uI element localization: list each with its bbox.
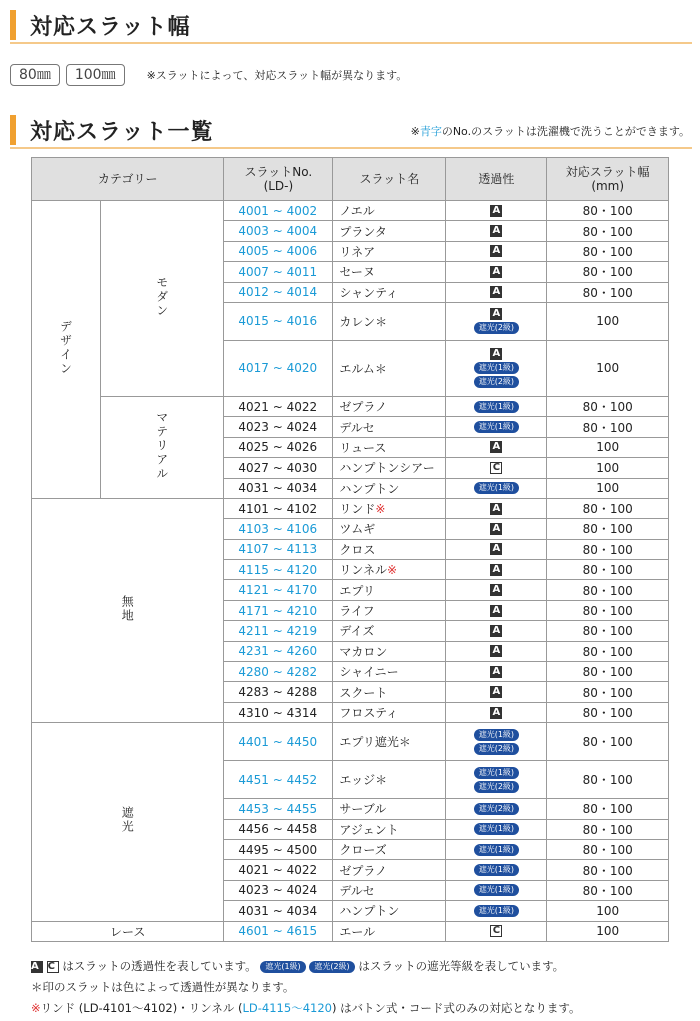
width-value: 80・100 [547, 662, 669, 682]
slat-no: 4007 ~ 4011 [224, 262, 333, 282]
slat-name-cell [333, 682, 446, 702]
header-slat-name: スラット名 [333, 158, 446, 201]
transparency-cell [446, 702, 547, 722]
transparency-cell [446, 519, 547, 539]
slat-name: クロス [339, 542, 376, 557]
slat-name: リネア [339, 244, 376, 259]
width-value: 80・100 [547, 799, 669, 819]
slat-name-cell [333, 621, 446, 641]
section-header-slat-list [10, 113, 214, 147]
blackout-2-badge: 遮光(2級) [474, 376, 519, 388]
slat-no: 4601 ~ 4615 [224, 921, 333, 941]
slat-no: 4211 ~ 4219 [224, 621, 333, 641]
footnote-3 [31, 1000, 580, 1016]
slat-no: 4031 ~ 4034 [224, 478, 333, 498]
transparency-cell [446, 478, 547, 498]
width-value: 80・100 [547, 396, 669, 416]
transparency-cell [446, 682, 547, 702]
width-value: 80・100 [547, 761, 669, 799]
blackout-2-badge: 遮光(2級) [474, 743, 519, 755]
transparency-cell [446, 262, 547, 282]
badge-a-icon: A [490, 605, 502, 617]
transparency-cell [446, 498, 547, 518]
footnote-1-suffix: はスラットの遮光等級を表しています。 [358, 959, 565, 973]
slat-no: 4101 ~ 4102 [224, 498, 333, 518]
blackout-1-badge: 遮光(1級) [474, 729, 519, 741]
badge-a-icon: A [490, 441, 502, 453]
category-cell [32, 723, 224, 921]
transparency-cell [446, 723, 547, 761]
slat-name-cell [333, 921, 446, 941]
slat-name-cell [333, 478, 446, 498]
slat-name-cell [333, 860, 446, 880]
slat-name-cell [333, 458, 446, 478]
blackout-1-badge: 遮光(1級) [474, 482, 519, 494]
category-cell [32, 921, 224, 941]
width-value: 100 [547, 478, 669, 498]
slat-name-cell [333, 799, 446, 819]
slat-name: ゼプラノ [339, 863, 388, 878]
slat-width-note: ※スラットによって、対応スラット幅が異なります。 [146, 69, 408, 82]
transparency-cell [446, 437, 547, 457]
slat-name-mark: ※ [387, 563, 398, 578]
slat-width-80: 80㎜ [10, 64, 60, 86]
blackout-1-badge: 遮光(1級) [474, 421, 519, 433]
transparency-cell [446, 302, 547, 340]
slat-name: スクート [339, 685, 388, 700]
subcategory-cell [101, 201, 224, 397]
divider [10, 42, 692, 44]
transparency-cell [446, 539, 547, 559]
slat-no: 4021 ~ 4022 [224, 396, 333, 416]
transparency-cell [446, 662, 547, 682]
blackout-1-badge: 遮光(1級) [474, 844, 519, 856]
slat-no: 4107 ~ 4113 [224, 539, 333, 559]
badge-a-icon: A [490, 348, 502, 360]
width-value: 80・100 [547, 560, 669, 580]
wash-note-prefix: ※ [410, 125, 420, 138]
slat-no: 4283 ~ 4288 [224, 682, 333, 702]
slat-no: 4103 ~ 4106 [224, 519, 333, 539]
subcategory-material: マテリアル [154, 410, 169, 481]
slat-no: 4012 ~ 4014 [224, 282, 333, 302]
category-cell [32, 201, 101, 499]
slat-name-cell [333, 839, 446, 859]
width-value: 80・100 [547, 839, 669, 859]
slat-name-cell [333, 221, 446, 241]
slat-name-cell [333, 662, 446, 682]
width-value: 80・100 [547, 641, 669, 661]
slat-name: デイズ [339, 624, 375, 639]
width-value: 80・100 [547, 262, 669, 282]
slat-name: リンド [339, 502, 376, 517]
section-title: 対応スラット一覧 [30, 119, 214, 145]
transparency-cell [446, 201, 547, 221]
slat-name: クローズ [339, 843, 387, 858]
width-value: 80・100 [547, 498, 669, 518]
blackout-1-badge: 遮光(1級) [474, 823, 519, 835]
category-lace: レース [109, 924, 146, 939]
slat-name: プランタ [339, 224, 387, 239]
slat-name-cell [333, 539, 446, 559]
slat-name-cell [333, 641, 446, 661]
width-value: 100 [547, 437, 669, 457]
width-value: 100 [547, 340, 669, 396]
header-transparency: 透過性 [446, 158, 547, 201]
category-cell [32, 498, 224, 722]
footnote-3-a: リンド (LD-4101～4102)・リンネル ( [40, 1001, 243, 1015]
slat-name: カレン＊ [339, 314, 388, 329]
slat-name-cell [333, 498, 446, 518]
width-value: 80・100 [547, 621, 669, 641]
slat-no: 4023 ~ 4024 [224, 417, 333, 437]
badge-a-icon: A [490, 666, 502, 678]
slat-name-cell [333, 901, 446, 921]
transparency-cell [446, 282, 547, 302]
slat-name: アジェント [339, 822, 399, 837]
slat-name-cell [333, 600, 446, 620]
slat-name: セーヌ [339, 265, 375, 280]
transparency-cell [446, 799, 547, 819]
footnote-1 [31, 958, 564, 974]
width-value: 80・100 [547, 600, 669, 620]
transparency-cell [446, 417, 547, 437]
slat-name-cell [333, 761, 446, 799]
slat-no: 4121 ~ 4170 [224, 580, 333, 600]
width-value: 100 [547, 921, 669, 941]
badge-c-icon: C [490, 462, 502, 474]
wash-note-suffix: のNo.のスラットは洗濯機で洗うことができます。 [441, 125, 690, 138]
width-value: 80・100 [547, 417, 669, 437]
slat-no: 4017 ~ 4020 [224, 340, 333, 396]
section-header-slat-width [10, 8, 191, 42]
width-value: 80・100 [547, 682, 669, 702]
header-accent-bar [10, 115, 16, 145]
slat-no: 4023 ~ 4024 [224, 880, 333, 900]
header-category: カテゴリー [32, 158, 224, 201]
badge-a-icon: A [490, 266, 502, 278]
width-value: 80・100 [547, 880, 669, 900]
table-row [32, 498, 669, 518]
badge-a-icon: A [490, 625, 502, 637]
slat-no: 4451 ~ 4452 [224, 761, 333, 799]
slat-name-cell [333, 282, 446, 302]
slat-name: エール [339, 924, 376, 939]
slat-width-100: 100㎜ [66, 64, 125, 86]
blackout-2-badge: 遮光(2級) [474, 322, 519, 334]
slat-no: 4031 ~ 4034 [224, 901, 333, 921]
badge-a-icon: A [490, 205, 502, 217]
transparency-cell [446, 880, 547, 900]
transparency-cell [446, 761, 547, 799]
slat-name: エッジ＊ [339, 773, 388, 788]
slat-name: フロスティ [339, 706, 399, 720]
transparency-cell [446, 860, 547, 880]
blackout-1-badge: 遮光(1級) [474, 864, 519, 876]
transparency-cell [446, 600, 547, 620]
slat-no: 4027 ~ 4030 [224, 458, 333, 478]
footnote-1-text: はスラットの透過性を表しています。 [62, 959, 257, 973]
blackout-1-badge: 遮光(1級) [474, 362, 519, 374]
slat-no: 4310 ~ 4314 [224, 702, 333, 722]
slat-name: デルセ [339, 883, 375, 898]
slat-no: 4495 ~ 4500 [224, 839, 333, 859]
width-value: 80・100 [547, 282, 669, 302]
slat-name-cell [333, 437, 446, 457]
slat-no: 4003 ~ 4004 [224, 221, 333, 241]
width-value: 80・100 [547, 723, 669, 761]
slat-name-cell [333, 302, 446, 340]
category-design: デザイン [58, 319, 73, 376]
blackout-2-badge: 遮光(2級) [309, 961, 354, 973]
transparency-cell [446, 458, 547, 478]
width-value: 80・100 [547, 580, 669, 600]
slat-name-cell [333, 580, 446, 600]
table-row [32, 201, 669, 221]
blackout-1-badge: 遮光(1級) [474, 884, 519, 896]
divider [10, 147, 692, 149]
header-width: 対応スラット幅 (mm) [547, 158, 669, 201]
slat-name-cell [333, 262, 446, 282]
width-value: 80・100 [547, 201, 669, 221]
slat-no: 4005 ~ 4006 [224, 241, 333, 261]
slat-name: ハンプトン [339, 904, 400, 919]
slat-name-cell [333, 201, 446, 221]
table-row [32, 723, 669, 761]
slat-name: サーブル [339, 802, 387, 817]
slat-name-cell [333, 880, 446, 900]
slat-no: 4280 ~ 4282 [224, 662, 333, 682]
transparency-cell [446, 580, 547, 600]
transparency-cell [446, 560, 547, 580]
slat-no: 4001 ~ 4002 [224, 201, 333, 221]
footnote-3-b: ) はバトン式・コード式のみの対応となります。 [331, 1001, 581, 1015]
slat-no: 4021 ~ 4022 [224, 860, 333, 880]
badge-a-icon: A [490, 564, 502, 576]
slat-name: デルセ [339, 420, 375, 435]
slat-name: リンネル [339, 563, 388, 578]
category-plain: 無地 [120, 595, 135, 624]
slat-name: シャンティ [339, 285, 399, 300]
header-slat-no: スラットNo. (LD-) [224, 158, 333, 201]
footnote-2: ＊印のスラットは色によって透過性が異なります。 [31, 980, 295, 994]
slat-name-cell [333, 560, 446, 580]
wash-note-blue: 青字 [419, 125, 442, 138]
slat-name-cell [333, 723, 446, 761]
section-title: 対応スラット幅 [30, 14, 191, 40]
slat-name: ハンプトン [339, 481, 400, 496]
transparency-cell [446, 221, 547, 241]
badge-c-icon: C [490, 925, 502, 937]
badge-a-icon: A [490, 707, 502, 719]
transparency-cell [446, 901, 547, 921]
table-body [32, 201, 669, 942]
slat-name: エプリ [339, 583, 375, 598]
width-value: 100 [547, 302, 669, 340]
slat-name: ライフ [339, 604, 375, 619]
table-row [32, 396, 669, 416]
slat-no: 4453 ~ 4455 [224, 799, 333, 819]
slat-name-cell [333, 819, 446, 839]
width-value: 80・100 [547, 221, 669, 241]
subcategory-modern: モダン [154, 275, 169, 318]
slat-name-mark: ※ [375, 502, 386, 517]
width-value: 80・100 [547, 819, 669, 839]
footnote-3-blue: LD-4115～4120 [242, 1001, 332, 1015]
slat-table [31, 157, 669, 942]
header-accent-bar [10, 10, 16, 40]
transparency-cell [446, 641, 547, 661]
badge-a-icon: A [490, 225, 502, 237]
badge-a-icon: A [490, 523, 502, 535]
slat-name-cell [333, 241, 446, 261]
blackout-1-badge: 遮光(1級) [474, 767, 519, 779]
blackout-2-badge: 遮光(2級) [474, 803, 519, 815]
wash-note [411, 123, 690, 139]
slat-no: 4401 ~ 4450 [224, 723, 333, 761]
width-value: 80・100 [547, 519, 669, 539]
slat-width-row [10, 64, 407, 86]
subcategory-cell [101, 396, 224, 498]
transparency-cell [446, 839, 547, 859]
transparency-cell [446, 241, 547, 261]
transparency-cell [446, 396, 547, 416]
width-value: 100 [547, 458, 669, 478]
transparency-cell [446, 340, 547, 396]
slat-name: ハンプトンシアー [339, 461, 435, 476]
badge-a-icon: A [490, 308, 502, 320]
slat-no: 4231 ~ 4260 [224, 641, 333, 661]
slat-name-cell [333, 396, 446, 416]
width-value: 100 [547, 901, 669, 921]
table-header-row [32, 158, 669, 201]
badge-a-icon: A [490, 543, 502, 555]
slat-name-cell [333, 702, 446, 722]
slat-name: リュース [339, 440, 387, 455]
slat-no: 4456 ~ 4458 [224, 819, 333, 839]
badge-a-icon: A [490, 503, 502, 515]
badge-a-icon: A [490, 286, 502, 298]
transparency-cell [446, 819, 547, 839]
slat-name: ノエル [339, 204, 375, 219]
width-value: 80・100 [547, 860, 669, 880]
blackout-1-badge: 遮光(1級) [474, 905, 519, 917]
transparency-cell [446, 921, 547, 941]
table-row [32, 921, 669, 941]
slat-name-cell [333, 519, 446, 539]
slat-name: マカロン [339, 644, 388, 659]
slat-name-cell [333, 340, 446, 396]
badge-a-icon: A [490, 245, 502, 257]
slat-name: エプリ遮光＊ [339, 735, 411, 750]
badge-a-icon: A [31, 961, 43, 973]
slat-name-cell [333, 417, 446, 437]
slat-name: エルム＊ [339, 361, 387, 376]
slat-no: 4171 ~ 4210 [224, 600, 333, 620]
width-value: 80・100 [547, 702, 669, 722]
transparency-cell [446, 621, 547, 641]
slat-no: 4015 ~ 4016 [224, 302, 333, 340]
badge-a-icon: A [490, 686, 502, 698]
blackout-2-badge: 遮光(2級) [474, 781, 519, 793]
slat-name: シャイニー [339, 665, 399, 680]
slat-no: 4115 ~ 4120 [224, 560, 333, 580]
footnote-3-mark: ※ [31, 1001, 41, 1015]
badge-c-icon: C [47, 961, 59, 973]
category-blackout: 遮光 [120, 806, 135, 835]
badge-a-icon: A [490, 584, 502, 596]
badge-a-icon: A [490, 645, 502, 657]
blackout-1-badge: 遮光(1級) [260, 961, 305, 973]
slat-name: ゼプラノ [339, 400, 388, 415]
slat-name: ツムギ [339, 522, 376, 537]
blackout-1-badge: 遮光(1級) [474, 401, 519, 413]
width-value: 80・100 [547, 539, 669, 559]
slat-no: 4025 ~ 4026 [224, 437, 333, 457]
width-value: 80・100 [547, 241, 669, 261]
